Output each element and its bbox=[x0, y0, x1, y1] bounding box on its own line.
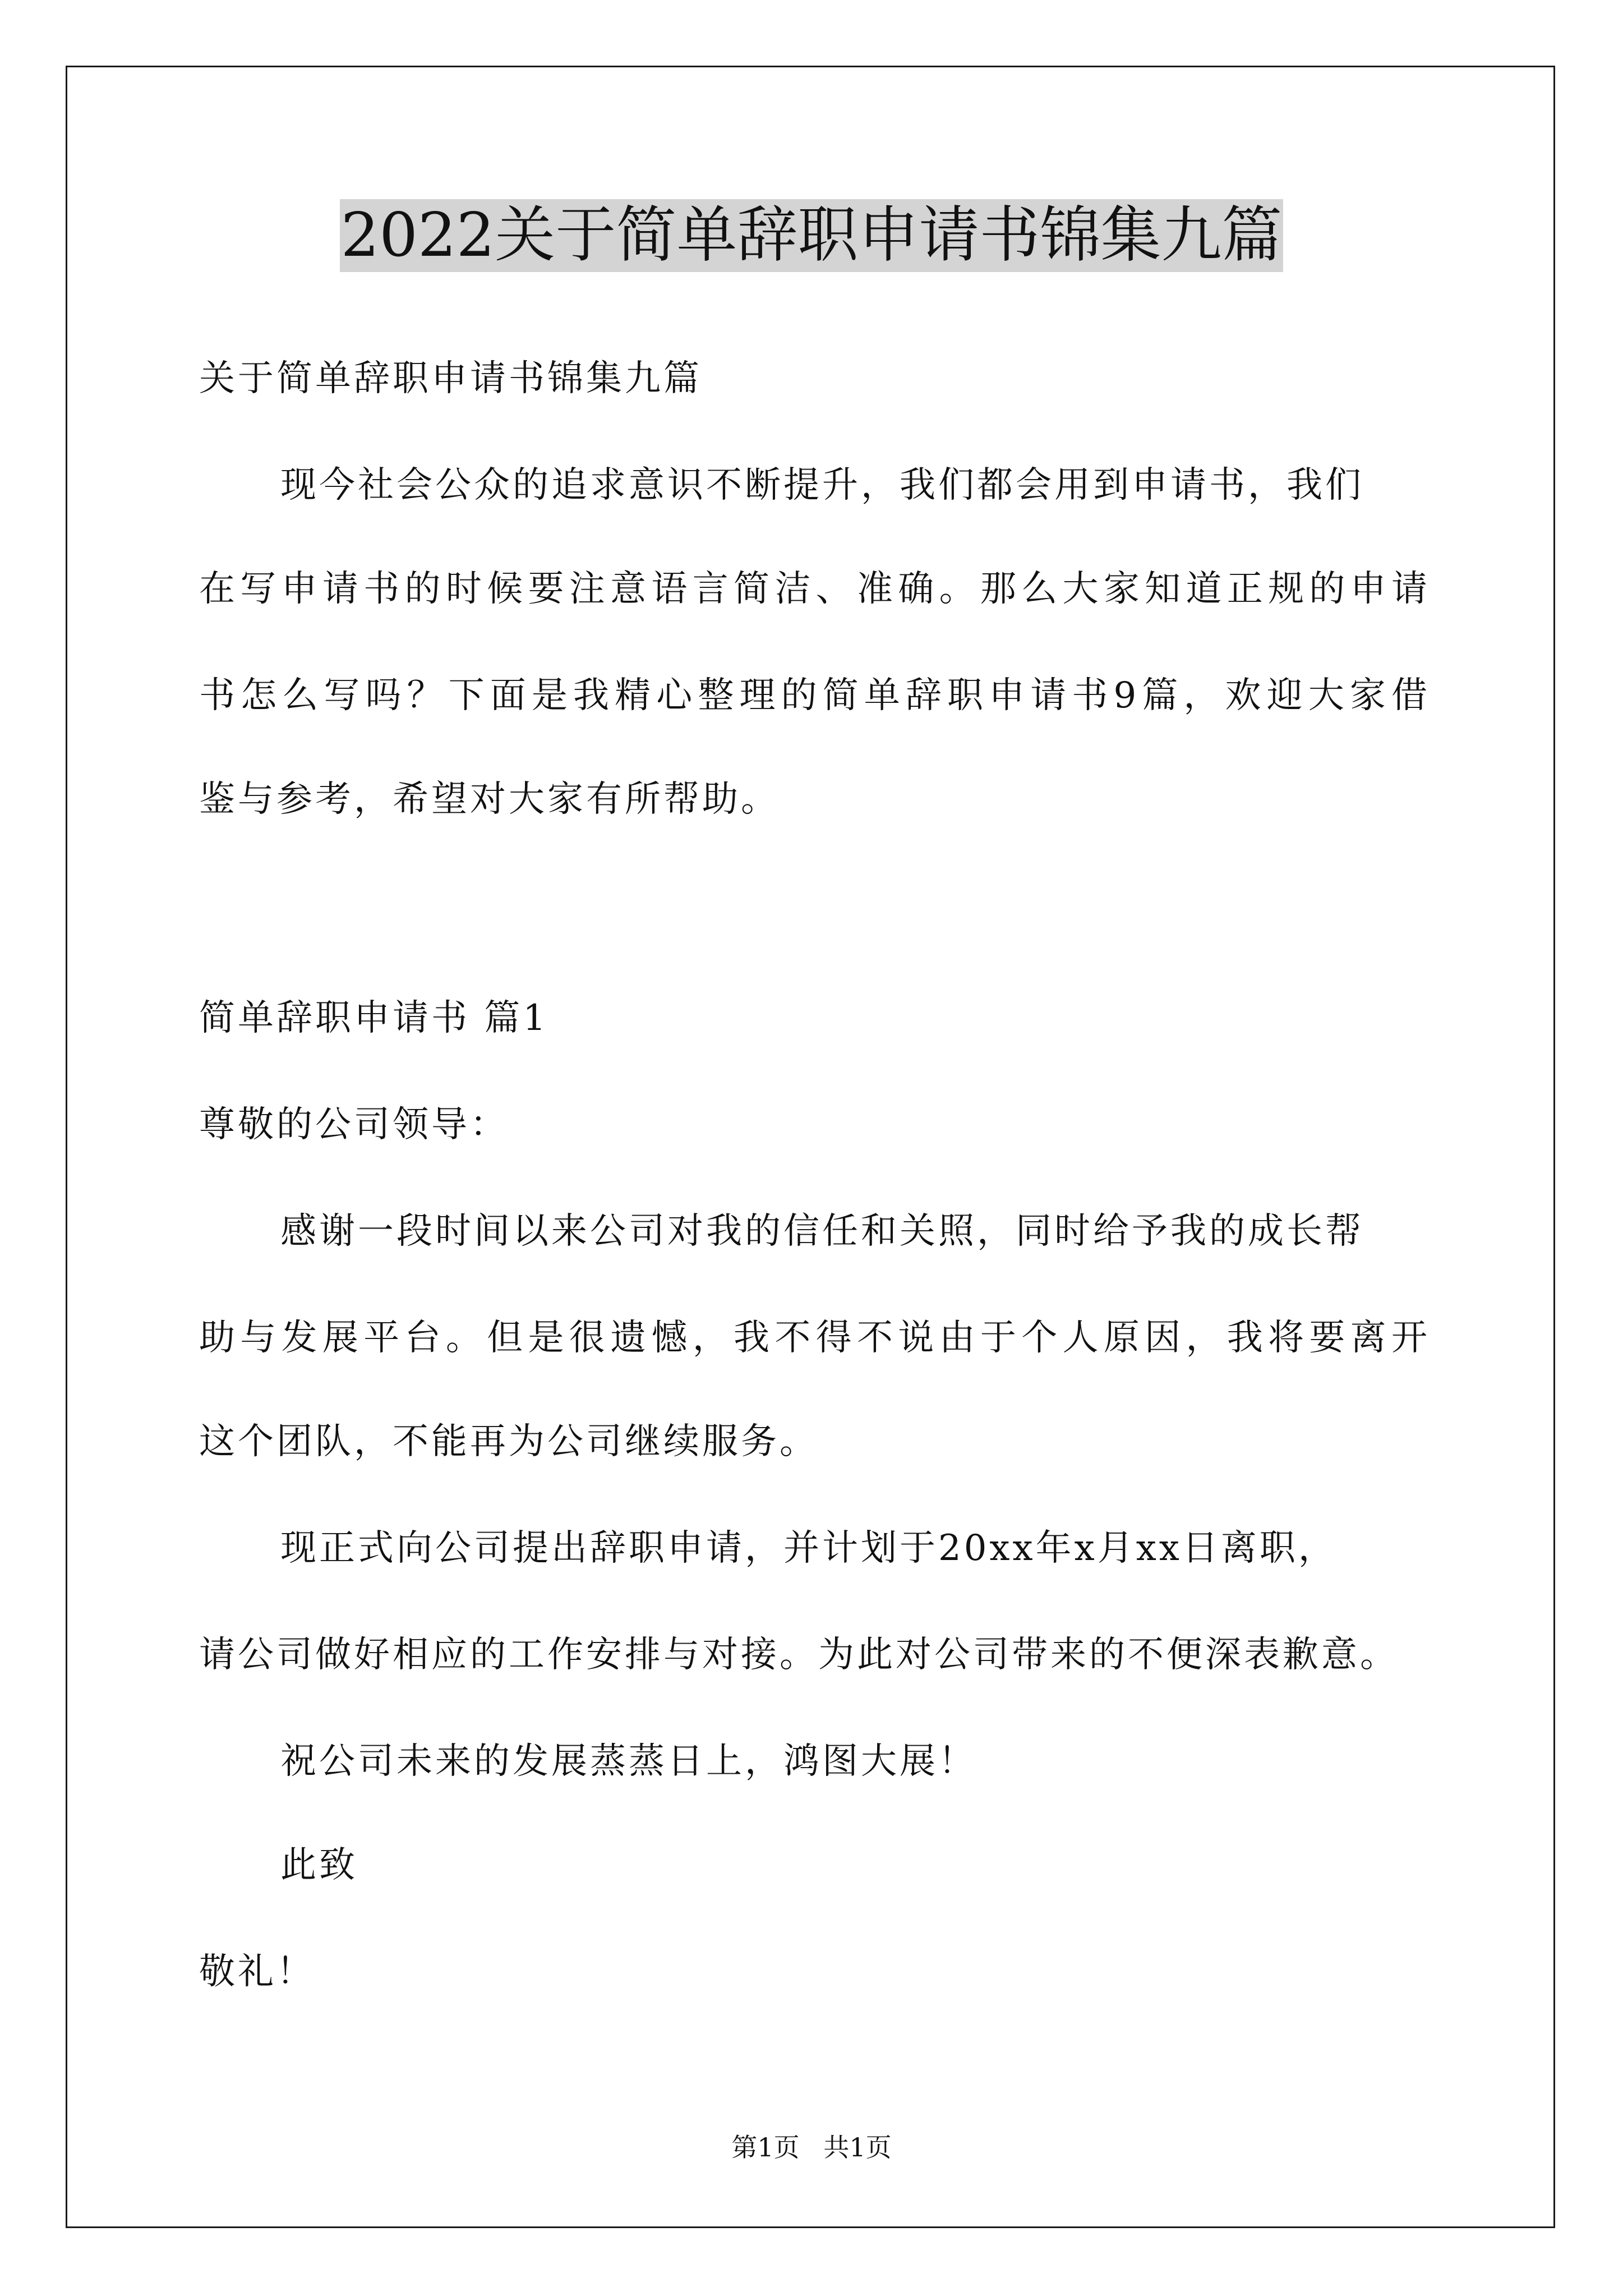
intro-line-3: 书怎么写吗？下面是我精心整理的简单辞职申请书9篇，欢迎大家借 bbox=[199, 675, 1427, 716]
intro-line-4: 鉴与参考，希望对大家有所帮助。 bbox=[199, 779, 780, 820]
page-number: 第1页 bbox=[731, 2132, 800, 2162]
closing-jingli: 敬礼！ bbox=[199, 1951, 315, 1993]
body-para1-line-1: 感谢一段时间以来公司对我的信任和关照，同时给予我的成长帮 bbox=[280, 1211, 1364, 1252]
title-container bbox=[0, 199, 1623, 272]
page-footer bbox=[0, 2132, 1623, 2163]
body-para1-line-3: 这个团队，不能再为公司继续服务。 bbox=[199, 1421, 818, 1462]
body-para2-line-2: 请公司做好相应的工作安排与对接。为此对公司带来的不便深表歉意。 bbox=[199, 1634, 1399, 1676]
body-para2-line-1: 现正式向公司提出辞职申请，并计划于20xx年x月xx日离职， bbox=[280, 1527, 1337, 1569]
wish-line: 祝公司未来的发展蒸蒸日上，鸿图大展！ bbox=[280, 1741, 977, 1782]
page-total: 共1页 bbox=[823, 2132, 892, 2162]
salutation: 尊敬的公司领导： bbox=[199, 1104, 509, 1145]
document-title: 2022关于简单辞职申请书锦集九篇 bbox=[340, 199, 1284, 272]
document-subtitle: 关于简单辞职申请书锦集九篇 bbox=[199, 358, 702, 399]
body-para1-line-2: 助与发展平台。但是很遗憾，我不得不说由于个人原因，我将要离开 bbox=[199, 1317, 1427, 1359]
closing-cizhi: 此致 bbox=[280, 1844, 358, 1886]
section-heading: 简单辞职申请书 篇1 bbox=[199, 997, 549, 1039]
intro-line-2: 在写申请书的时候要注意语言简洁、准确。那么大家知道正规的申请 bbox=[199, 568, 1427, 610]
intro-line-1: 现今社会公众的追求意识不断提升，我们都会用到申请书，我们 bbox=[280, 464, 1364, 506]
